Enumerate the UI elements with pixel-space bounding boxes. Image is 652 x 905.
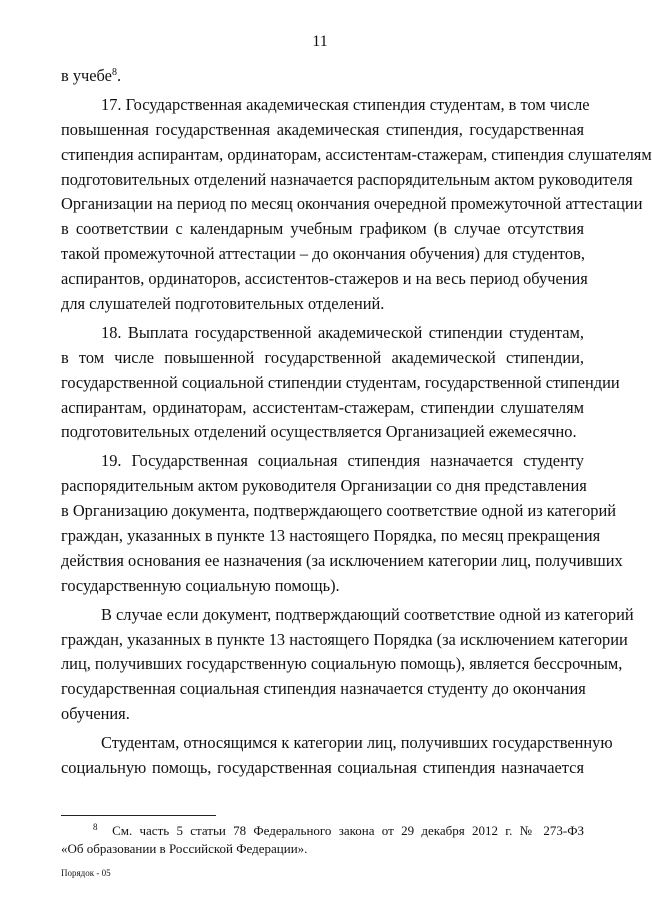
footnote <box>61 822 584 858</box>
text-line: в учебе$^8$. <box>61 66 122 85</box>
text-line: стипендия аспирантам, ординаторам, ассистентам-стажерам, стипендия слушателям <box>61 144 652 164</box>
paragraph-17-start: 17. Государственная академическая стипендия студентам, в том числе <box>101 94 590 114</box>
text-line: в том числе повышенной государственной академической стипендии, <box>61 347 584 367</box>
text-line: лиц, получивших государственную социальную помощь), является бессрочным, <box>61 654 623 674</box>
text-line: государственной социальной стипендии студентам, государственной стипендии <box>61 372 620 392</box>
text-line: в Организацию документа, подтверждающего соответствие одной из категорий <box>61 501 617 521</box>
paragraph-18-start: 18. Выплата государственной академической стипендии студентам, <box>101 322 584 342</box>
footnote-divider <box>61 815 216 816</box>
footnote-reference: 8 <box>111 67 117 78</box>
text-line: для слушателей подготовительных отделений. <box>61 294 385 314</box>
text-line: повышенная государственная академическая стипендия, государственная <box>61 119 584 139</box>
paragraph-start: В случае если документ, подтверждающий соответствие одной из категорий <box>101 604 634 624</box>
text-line: государственную социальную помощь). <box>61 575 340 595</box>
text-line: граждан, указанных в пункте 13 настоящего Порядка, по месяц прекращения <box>61 526 601 546</box>
text-line: такой промежуточной аттестации – до окончания обучения) для студентов, <box>61 244 585 264</box>
footnote-line: «Об образовании в Российской Федерации». <box>61 841 308 856</box>
text-line: Организации на период по месяц окончания очередной промежуточной аттестации <box>61 194 643 214</box>
document-body <box>61 64 652 781</box>
footnote-line: $^8$ См. часть 5 статьи 78 Федерального закона от 29 декабря 2012 г. № 273-ФЗ <box>93 822 584 838</box>
text-line: действия основания ее назначения (за исключением категории лиц, получивших <box>61 550 623 570</box>
text-line: аспирантов, ординаторов, ассистентов-стажеров и на весь период обучения <box>61 269 588 289</box>
document-footer: Порядок - 05 <box>61 868 111 878</box>
paragraph-19-start: 19. Государственная социальная стипендия назначается студенту <box>101 451 584 471</box>
text-line: в соответствии с календарным учебным графиком (в случае отсутствия <box>61 219 584 239</box>
footnote-number: 8 <box>93 822 98 832</box>
text-line: обучения. <box>61 704 130 724</box>
page-number: 11 <box>312 33 328 50</box>
paragraph-start: Студентам, относящимся к категории лиц, получивших государственную <box>101 733 613 753</box>
text-line: аспирантам, ординаторам, ассистентам-стажерам, стипендии слушателям <box>61 397 584 417</box>
text-line: распорядительным актом руководителя Организации со дня представления <box>61 476 587 496</box>
text-line: социальную помощь, государственная социальная стипендия назначается <box>61 758 584 778</box>
text-line: подготовительных отделений назначается распорядительным актом руководителя <box>61 169 633 189</box>
text-line: подготовительных отделений осуществляется Организацией ежемесячно. <box>61 422 577 442</box>
text-line: граждан, указанных в пункте 13 настоящего Порядка (за исключением категории <box>61 629 628 649</box>
text-line: государственная социальная стипендия назначается студенту до окончания <box>61 679 586 699</box>
